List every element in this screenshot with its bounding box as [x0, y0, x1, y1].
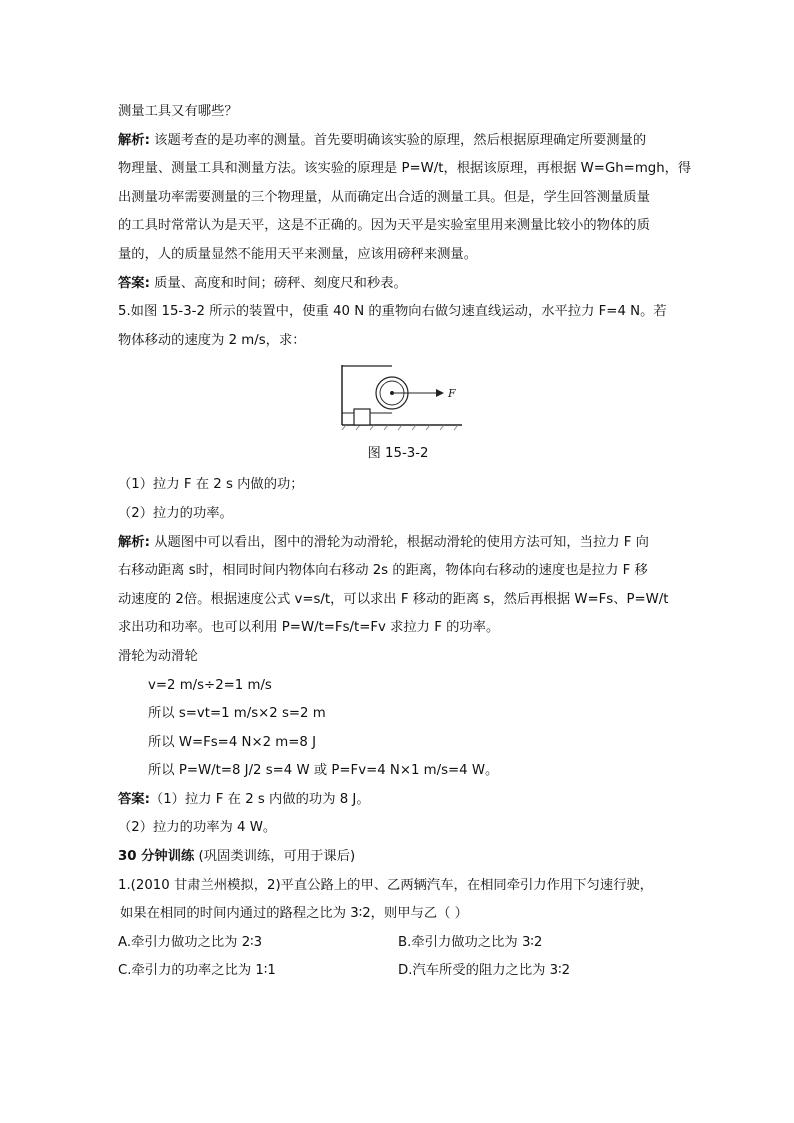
answer-label: 答案: — [118, 791, 150, 807]
text-line: 求出功和功率。也可以利用 P=W/t=Fs/t=Fv 求拉力 F 的功率。 — [118, 620, 500, 636]
text-line: 量的，人的质量显然不能用天平来测量，应该用磅秤来测量。 — [118, 246, 478, 262]
pulley-figure — [118, 361, 678, 441]
analysis-label: 解析: — [118, 534, 150, 550]
text-line: 右移动距离 s时，相同时间内物体向右移动 2s 的距离，物体向右移动的速度也是拉力 F 移 — [118, 563, 648, 579]
arrow-head-icon — [436, 389, 444, 397]
solution-line: v=2 m/s÷2=1 m/s — [148, 677, 272, 693]
figure-caption: 图 15-3-2 — [367, 446, 429, 462]
block-weight — [354, 409, 370, 425]
solution-line: 滑轮为动滑轮 — [118, 648, 198, 664]
question-line: 5.如图 15-3-2 所示的装置中，使重 40 N 的重物向右做匀速直线运动，水平拉力 F=4 N。若 — [118, 304, 667, 320]
answer-line: （2）拉力的功率为 4 W。 — [118, 820, 277, 836]
text-line: 物理量、测量工具和测量方法。该实验的原理是 P=W/t，根据该原理，再根据 W=Gh=mgh，得 — [118, 161, 692, 177]
option-d: D.汽车所受的阻力之比为 3∶2 — [398, 963, 571, 979]
question-line: 如果在相同的时间内通过的路程之比为 3∶2，则甲与乙（ ） — [120, 906, 468, 922]
question-line: （1）拉力 F 在 2 s 内做的功； — [118, 477, 304, 493]
text-line: 的工具时常常认为是天平，这是不正确的。因为天平是实验室里用来测量比较小的物体的质 — [118, 218, 650, 234]
text-line: 出测量功率需要测量的三个物理量，从而确定出合适的测量工具。但是，学生回答测量质量 — [118, 189, 650, 205]
analysis-line: 解析: 该题考查的是功率的测量。首先要明确该实验的原理，然后根据原理确定所要测量的 — [118, 132, 647, 148]
section-heading — [118, 843, 678, 872]
force-label: F — [448, 387, 456, 401]
option-a: A.牵引力做功之比为 2∶3 — [118, 934, 263, 950]
answer-line: 答案: 质量、高度和时间；磅秤、刻度尺和秒表。 — [118, 275, 407, 291]
section-title: 30 分钟训练 — [118, 849, 195, 865]
question-line: 物体移动的速度为 2 m/s，求： — [118, 332, 306, 348]
pulley-diagram — [340, 361, 464, 431]
section-note: (巩固类训练，可用于课后) — [194, 849, 356, 865]
question-line: 1.(2010 甘肃兰州模拟，2)平直公路上的甲、乙两辆汽车，在相同牵引力作用下匀速行驶， — [118, 877, 653, 893]
analysis-line: 解析: 从题图中可以看出，图中的滑轮为动滑轮，根据动滑轮的使用方法可知，当拉力 F 向 — [118, 534, 649, 550]
document-page — [118, 98, 692, 986]
answer-label: 答案: — [118, 275, 150, 291]
solution-line: 所以 P=W/t=8 J/2 s=4 W 或 P=Fv=4 N×1 m/s=4 W。 — [148, 763, 499, 779]
analysis-label: 解析: — [118, 132, 150, 148]
options-row — [118, 957, 678, 986]
options-row — [118, 929, 678, 958]
answer-line: 答案:（1）拉力 F 在 2 s 内做的功为 8 J。 — [118, 791, 370, 807]
text-line: 测量工具又有哪些？ — [118, 104, 238, 119]
option-b: B.牵引力做功之比为 3∶2 — [398, 934, 543, 950]
solution-line: 所以 s=vt=1 m/s×2 s=2 m — [148, 706, 326, 722]
text-line: 动速度的 2倍。根据速度公式 v=s/t，可以求出 F 移动的距离 s，然后再根据 W=Fs、P=W/t — [118, 591, 669, 607]
option-c: C.牵引力的功率之比为 1∶1 — [118, 963, 276, 979]
question-line: （2）拉力的功率。 — [118, 505, 233, 521]
solution-line: 所以 W=Fs=4 N×2 m=8 J — [148, 734, 316, 750]
